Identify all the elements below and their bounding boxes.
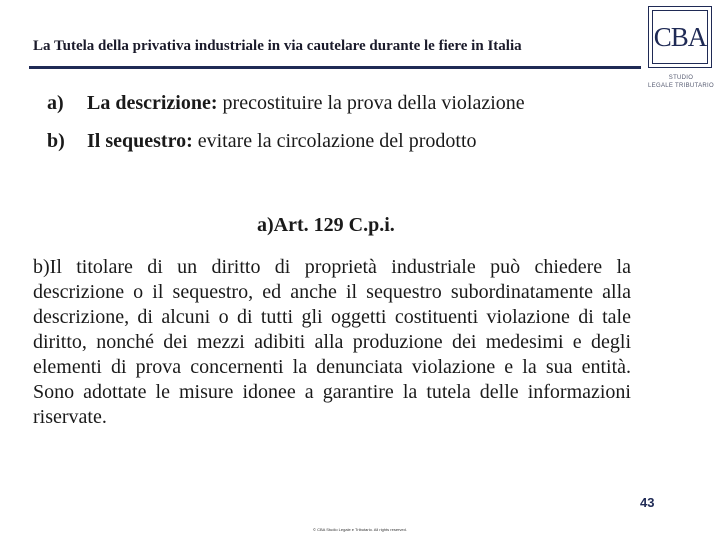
logo-frame [648, 6, 712, 68]
logo-subtitle [648, 74, 714, 90]
list-marker: b) [47, 130, 65, 152]
list-text: precostituire la prova della violazione [217, 92, 525, 114]
logo-subtitle-line-1: STUDIO [668, 75, 694, 81]
list-term: La descrizione: [87, 92, 218, 114]
cba-logo [648, 6, 714, 92]
footer-copyright: © CBA Studio Legale e Tributario. All rights reserved. [313, 527, 407, 532]
header-divider [29, 66, 641, 69]
list-marker: a) [47, 92, 64, 114]
article-body-text: b)Il titolare di un diritto di proprietà industriale può chiedere la descrizione o il sequestro, ed anche il sequestro subordinatamente alla descrizione, di alcuni o di tutti gli oggetti costituenti violazione di tale diritto, nonché dei mezzi adibiti alla produzione dei medesimi e degli elementi di prova concernenti la denunciata violazione e la sua entità. Sono adottate le misure idonee a garantire la tutela delle informazioni riservate. [33, 256, 631, 428]
logo-text: CBA [652, 10, 708, 64]
article-heading: a)Art. 129 C.p.i. [257, 214, 395, 236]
list-item-sequestro [47, 130, 477, 153]
list-item-descrizione [47, 92, 525, 115]
logo-subtitle-line-2: LEGALE TRIBUTARIO [648, 83, 714, 89]
list-term: Il sequestro: [87, 130, 193, 152]
slide-title: La Tutela della privativa industriale in via cautelare durante le fiere in Italia [33, 38, 522, 54]
list-text: evitare la circolazione del prodotto [192, 130, 477, 152]
page-number: 43 [640, 495, 655, 510]
